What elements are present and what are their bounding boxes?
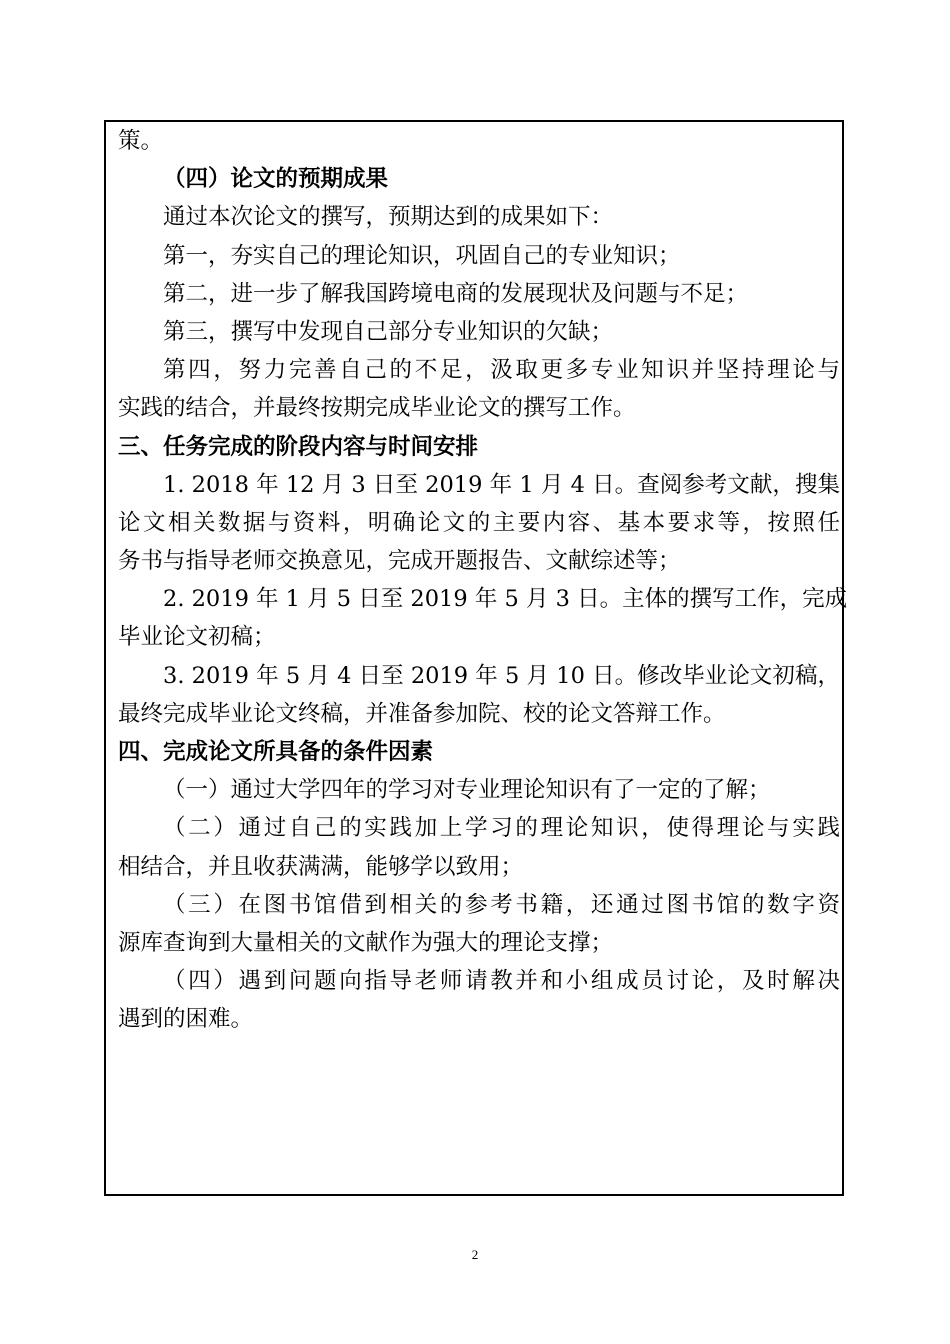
text-line: 源库查询到大量相关的文献作为强大的理论支撑； [118, 929, 614, 956]
page-number: 2 [471, 1247, 479, 1262]
text-line: 相结合，并且收获满满，能够学以致用； [118, 853, 524, 880]
text-line: 务书与指导老师交换意见，完成开题报告、文献综述等； [118, 548, 681, 575]
text-line: 策。 [118, 128, 164, 154]
text-line: 2. 2019 年 1 月 5 日至 2019 年 5 月 3 日。主体的撰写工作，完成 [163, 586, 848, 613]
section-heading: 四、完成论文所具备的条件因素 [118, 739, 434, 765]
document-body [118, 122, 848, 1039]
text-line: 第一，夯实自己的理论知识，巩固自己的专业知识； [163, 242, 681, 269]
text-line: （一）通过大学四年的学习对专业理论知识有了一定的了解； [163, 777, 771, 804]
text-line: 毕业论文初稿； [118, 624, 276, 651]
text-line: （二）通过自己的实践加上学习的理论知识，使得理论与实践 [163, 815, 840, 842]
text-line: 3. 2019 年 5 月 4 日至 2019 年 5 月 10 日。修改毕业论文初稿， [163, 662, 840, 689]
text-line: 论文相关数据与资料，明确论文的主要内容、基本要求等，按照任 [118, 509, 840, 536]
text-line: 第二，进一步了解我国跨境电商的发展现状及问题与不足； [163, 280, 749, 307]
text-line: 第四，努力完善自己的不足，汲取更多专业知识并坚持理论与 [163, 357, 840, 384]
text-line: 最终完成毕业论文终稿，并准备参加院、校的论文答辩工作。 [118, 700, 726, 727]
text-line: （三）在图书馆借到相关的参考书籍，还通过图书馆的数字资 [163, 891, 840, 918]
text-line: 实践的结合，并最终按期完成毕业论文的撰写工作。 [118, 395, 636, 422]
text-line: （四）遇到问题向指导老师请教并和小组成员讨论，及时解决 [163, 968, 840, 995]
text-line: 第三，撰写中发现自己部分专业知识的欠缺； [163, 318, 614, 345]
text-line: 1. 2018 年 12 月 3 日至 2019 年 1 月 4 日。查阅参考文献，搜集 [163, 471, 840, 498]
text-line: 遇到的困难。 [118, 1006, 254, 1033]
section-heading: 三、任务完成的阶段内容与时间安排 [118, 433, 479, 460]
text-line: 通过本次论文的撰写，预期达到的成果如下： [163, 204, 614, 231]
content-table-cell [104, 120, 848, 1196]
subsection-heading: （四）论文的预期成果 [163, 166, 389, 193]
